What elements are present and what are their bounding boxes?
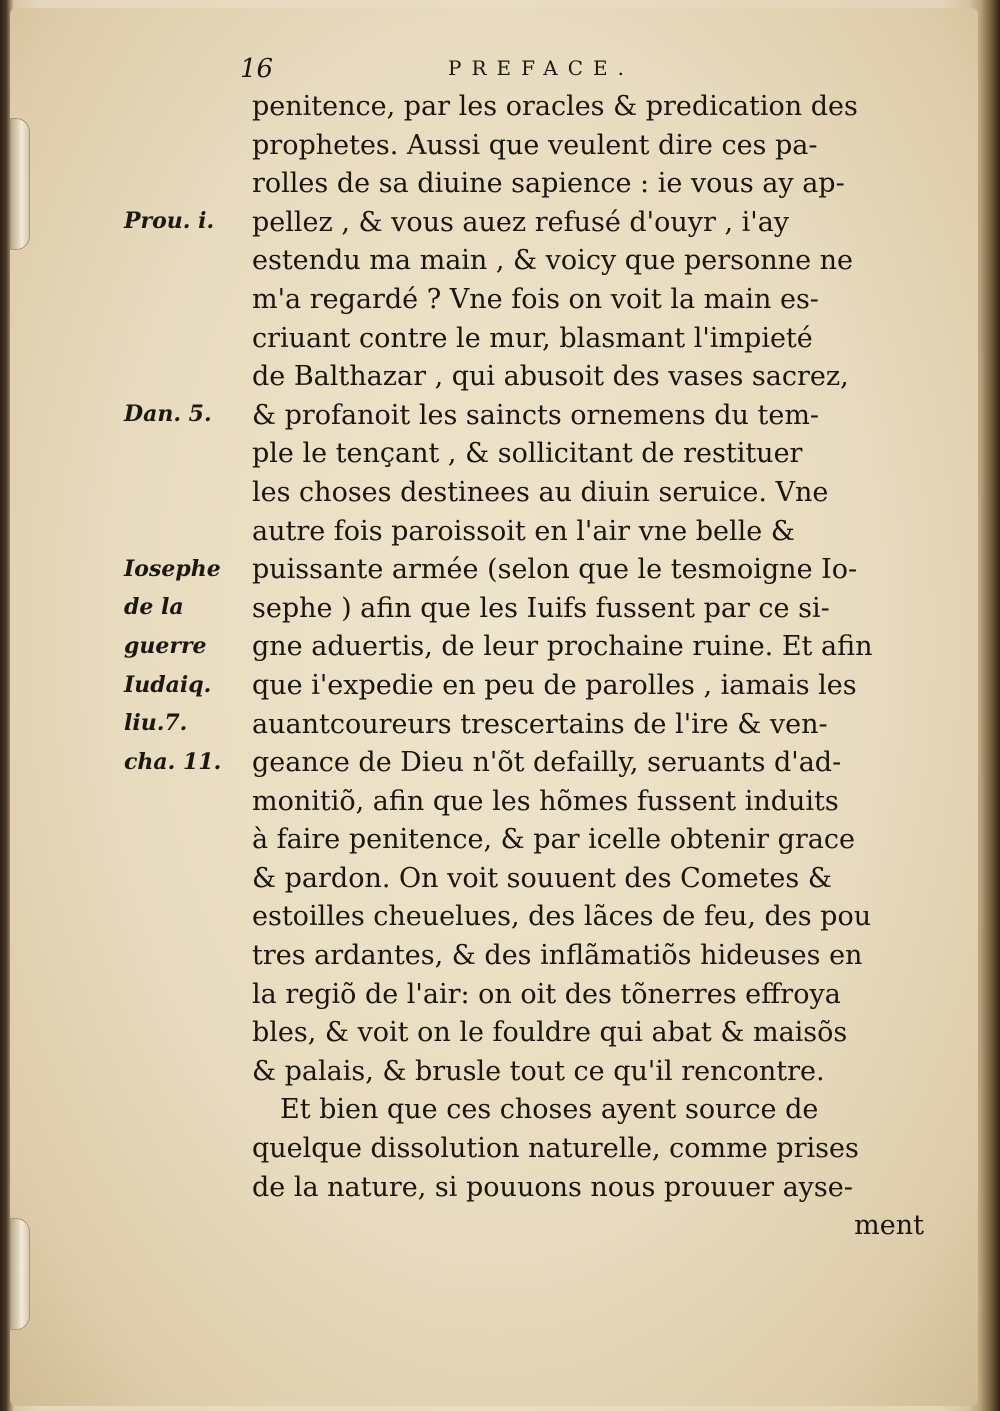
text-line: de Balthazar , qui abusoit des vases sacrez,: [252, 361, 849, 393]
margin-note: de la: [124, 594, 184, 620]
text-line: m'a regardé ? Vne fois on voit la main es-: [252, 283, 819, 315]
margin-note: Iosephe: [124, 556, 221, 582]
text-line: estendu ma main , & voicy que personne ne: [252, 245, 854, 277]
margin-note: guerre: [124, 633, 207, 659]
text-line: & profanoit les saincts ornemens du tem-: [252, 399, 820, 431]
text-line: prophetes. Aussi que veulent dire ces pa-: [252, 129, 818, 161]
page-header: [240, 54, 700, 88]
text-line: à faire penitence, & par icelle obtenir grace: [252, 824, 855, 856]
text-line: rolles de sa diuine sapience : ie vous ay ap-: [252, 168, 845, 200]
text-line: de la nature, si pouuons nous prouuer ayse-: [252, 1171, 853, 1203]
book-page: [10, 8, 978, 1406]
text-line: les choses destinees au diuin seruice. Vne: [252, 476, 829, 508]
text-line: pellez , & vous auez refusé d'ouyr , i'ay: [252, 206, 790, 238]
text-line: penitence, par les oracles & predication des: [252, 91, 858, 122]
text-line: que i'expedie en peu de parolles , iamais les: [252, 669, 857, 701]
text-line: auantcoureurs trescertains de l'ire & ven-: [252, 708, 828, 740]
catchword: ment: [854, 1210, 924, 1242]
text-line: & palais, & brusle tout ce qu'il rencontre.: [252, 1055, 825, 1087]
page-number: 16: [240, 54, 274, 84]
text-line: tres ardantes, & des inflãmatiõs hideuses en: [252, 940, 863, 972]
text-line: geance de Dieu n'õt defailly, seruants d'ad-: [252, 747, 842, 779]
body-text: [252, 88, 932, 1246]
text-line: autre fois paroissoit en l'air vne belle &: [252, 515, 795, 547]
text-line: bles, & voit on le fouldre qui abat & maisõs: [252, 1017, 848, 1049]
margin-note: Prou. i.: [124, 208, 215, 234]
text-line-paragraph-start: Et bien que ces choses ayent source de: [280, 1094, 819, 1126]
text-line: puissante armée (selon que le tesmoigne Io-: [252, 554, 858, 586]
margin-note: liu.7.: [124, 710, 188, 736]
binding-tab-bottom: [10, 1218, 30, 1330]
margin-notes: [124, 88, 249, 888]
text-line: estoilles cheuelues, des lãces de feu, des pou: [252, 901, 872, 933]
text-line: sephe ) afin que les Iuifs fussent par ce si-: [252, 592, 830, 624]
margin-note: Iudaiq.: [124, 672, 212, 698]
text-line: & pardon. On voit souuent des Cometes &: [252, 862, 832, 894]
text-line: monitiõ, afin que les hõmes fussent induits: [252, 785, 839, 817]
binding-tab-top: [10, 118, 30, 250]
text-line: criuant contre le mur, blasmant l'impieté: [252, 322, 813, 354]
running-title: PREFACE.: [448, 56, 634, 80]
text-line: ple le tençant , & sollicitant de restituer: [252, 438, 803, 470]
text-line: gne aduertis, de leur prochaine ruine. Et afin: [252, 631, 873, 663]
margin-note: Dan. 5.: [124, 401, 212, 427]
text-line: la regiõ de l'air: on oit des tõnerres effroya: [252, 978, 841, 1010]
margin-note: cha. 11.: [124, 749, 222, 775]
text-line: quelque dissolution naturelle, comme prises: [252, 1133, 859, 1165]
